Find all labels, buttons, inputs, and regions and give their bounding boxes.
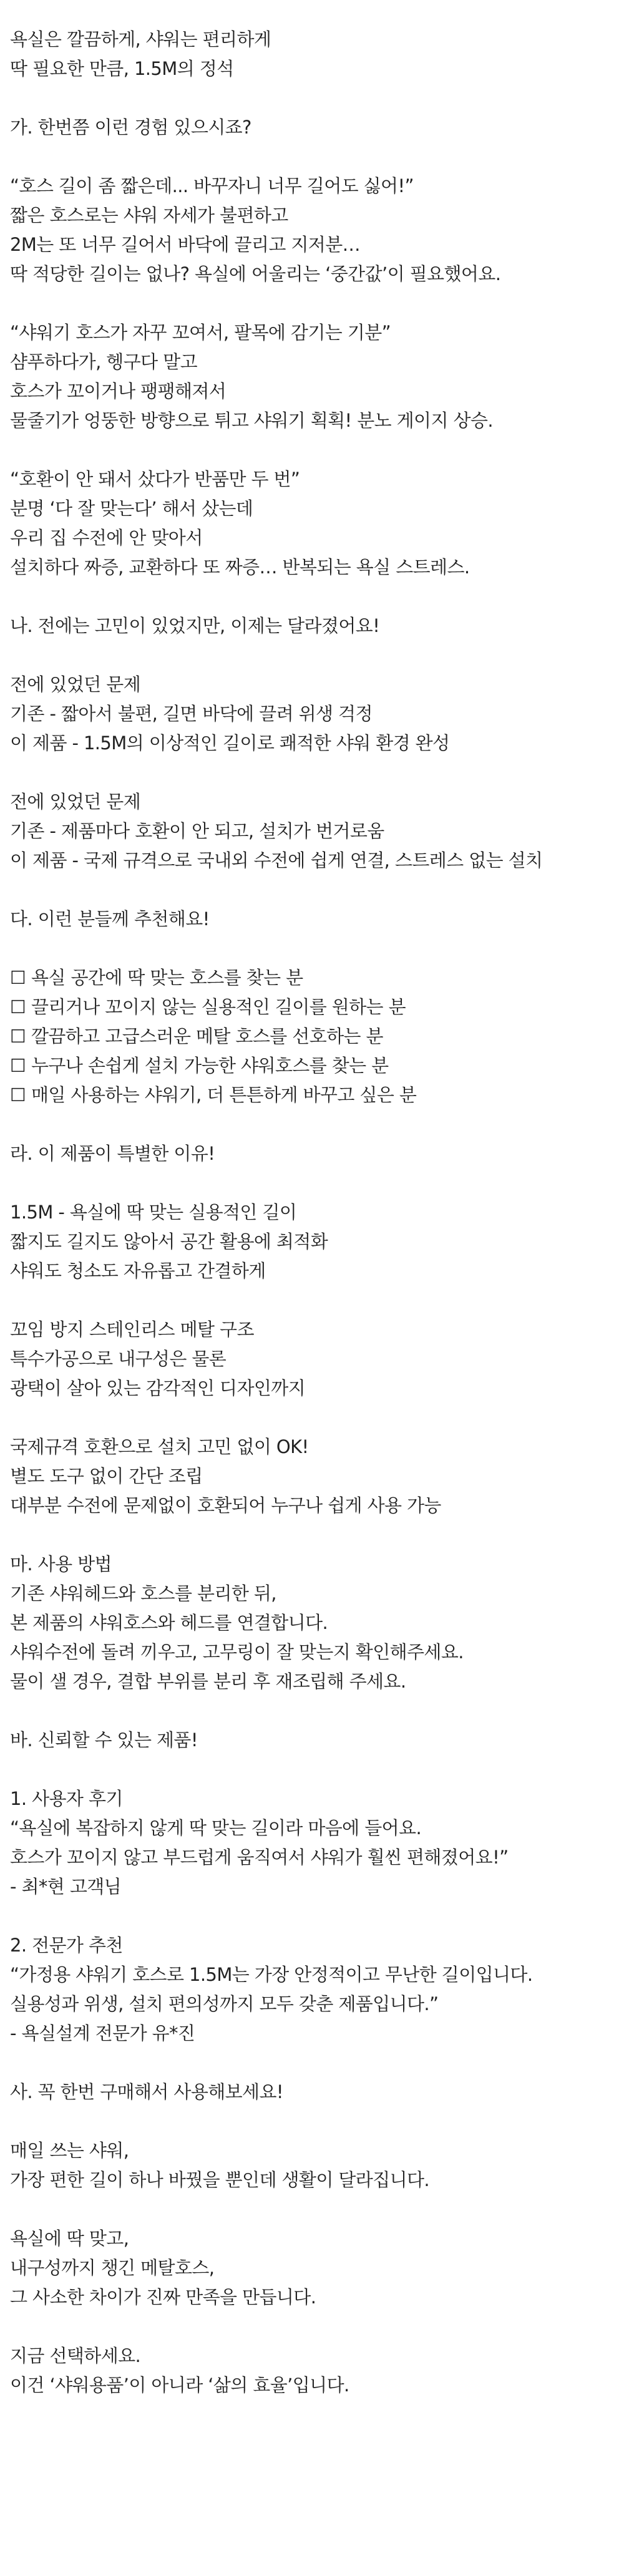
text-line: 전에 있었던 문제 <box>10 674 141 695</box>
text-line: - 욕실설계 전문가 유*진 <box>10 2023 195 2044</box>
paragraph-spacer <box>10 1696 624 1726</box>
text-line: 가장 편한 길이 하나 바꿨을 뿐인데 생활이 달라집니다. <box>10 2169 430 2190</box>
text-line: 분명 ‘다 잘 맞는다’ 해서 샀는데 <box>10 498 253 519</box>
text-line: 샤워수전에 돌려 끼우고, 고무링이 잘 맞는지 확인해주세요. <box>10 1641 464 1663</box>
text-line: 마. 사용 방법 <box>10 1553 112 1575</box>
text-line: 별도 도구 없이 간단 조립 <box>10 1465 203 1487</box>
text-line: ☐ 매일 사용하는 샤워기, 더 튼튼하게 바꾸고 싶은 분 <box>10 1084 417 1106</box>
paragraph <box>10 172 624 289</box>
paragraph-spacer <box>10 875 624 905</box>
text-line: 호스가 꼬이거나 팽팽해져서 <box>10 381 227 402</box>
text-line: 샴푸하다가, 헹구다 말고 <box>10 351 197 372</box>
paragraph <box>10 670 624 758</box>
paragraph-spacer <box>10 2107 624 2136</box>
text-line: 본 제품의 샤워호스와 헤드를 연결합니다. <box>10 1612 328 1633</box>
text-line: 사. 꼭 한번 구매해서 사용해보세요! <box>10 2081 283 2102</box>
paragraph <box>10 465 624 582</box>
text-line: 대부분 수전에 문제없이 호환되어 누구나 쉽게 사용 가능 <box>10 1495 441 1516</box>
paragraph-spacer <box>10 758 624 787</box>
paragraph <box>10 1139 624 1169</box>
text-line: 1.5M - 욕실에 딱 맞는 실용적인 길이 <box>10 1202 297 1223</box>
paragraph-spacer <box>10 2312 624 2341</box>
paragraph <box>10 1198 624 1286</box>
text-line: 나. 전에는 고민이 있었지만, 이제는 달라졌어요! <box>10 615 380 636</box>
paragraph <box>10 611 624 641</box>
text-line: 꼬임 방지 스테인리스 메탈 구조 <box>10 1319 254 1340</box>
text-line: 이 제품 - 국제 규격으로 국내외 수전에 쉽게 연결, 스트레스 없는 설치 <box>10 850 543 871</box>
text-line: 국제규격 호환으로 설치 고민 없이 OK! <box>10 1436 309 1457</box>
text-line: 샤워도 청소도 자유롭고 간결하게 <box>10 1260 266 1281</box>
text-line: 우리 집 수전에 안 맞아서 <box>10 527 203 548</box>
text-line: 지금 선택하세요. <box>10 2345 141 2366</box>
text-line: 이건 ‘샤워용품’이 아니라 ‘삶의 효율’입니다. <box>10 2374 349 2396</box>
text-line: 딱 적당한 길이는 없나? 욕실에 어울리는 ‘중간값’이 필요했어요. <box>10 263 501 284</box>
text-line: “샤워기 호스가 자꾸 꼬여서, 팔목에 감기는 기분” <box>10 322 391 343</box>
text-line: 2. 전문가 추천 <box>10 1935 123 1956</box>
text-line: 기존 - 짧아서 불편, 길면 바닥에 끌려 위생 걱정 <box>10 703 373 724</box>
paragraph <box>10 1432 624 1520</box>
text-line: 실용성과 위생, 설치 편의성까지 모두 갖춘 제품입니다.” <box>10 1993 439 2015</box>
text-line: ☐ 끌리거나 꼬이지 않는 실용적인 길이를 원하는 분 <box>10 996 406 1018</box>
paragraph <box>10 1315 624 1403</box>
paragraph-spacer <box>10 934 624 963</box>
text-line: 매일 쓰는 샤워, <box>10 2140 129 2161</box>
paragraph-spacer <box>10 1286 624 1315</box>
paragraph <box>10 113 624 142</box>
text-line: 2M는 또 너무 길어서 바닥에 끌리고 지저분… <box>10 234 361 255</box>
paragraph-spacer <box>10 1403 624 1432</box>
text-line: 딱 필요한 만큼, 1.5M의 정석 <box>10 58 234 79</box>
text-line: 호스가 꼬이지 않고 부드럽게 움직여서 샤워가 훨씬 편해졌어요!” <box>10 1847 509 1868</box>
paragraph <box>10 25 624 84</box>
paragraph <box>10 2078 624 2107</box>
text-line: “욕실에 복잡하지 않게 딱 맞는 길이라 마음에 들어요. <box>10 1817 422 1839</box>
paragraph <box>10 1726 624 1755</box>
paragraph-spacer <box>10 1169 624 1198</box>
text-line: 욕실에 딱 맞고, <box>10 2228 129 2249</box>
text-line: 내구성까지 챙긴 메탈호스, <box>10 2257 215 2278</box>
text-line: 1. 사용자 후기 <box>10 1788 123 1809</box>
text-line: 가. 한번쯤 이런 경험 있으시죠? <box>10 117 251 138</box>
text-line: 물줄기가 엉뚱한 방향으로 튀고 샤워기 획획! 분노 게이지 상승. <box>10 410 493 431</box>
text-line: ☐ 욕실 공간에 딱 맞는 호스를 찾는 분 <box>10 967 303 988</box>
paragraph <box>10 787 624 875</box>
text-line: 물이 샐 경우, 결합 부위를 분리 후 재조립해 주세요. <box>10 1671 406 1692</box>
text-line: 짧은 호스로는 샤워 자세가 불편하고 <box>10 205 288 226</box>
text-line: 광택이 살아 있는 감각적인 디자인까지 <box>10 1378 306 1399</box>
paragraph <box>10 1784 624 1902</box>
text-line: 라. 이 제품이 특별한 이유! <box>10 1143 215 1164</box>
text-line: ☐ 깔끔하고 고급스러운 메탈 호스를 선호하는 분 <box>10 1026 383 1047</box>
paragraph-spacer <box>10 582 624 611</box>
text-line: 특수가공으로 내구성은 물론 <box>10 1348 227 1369</box>
text-line: 욕실은 깔끔하게, 샤워는 편리하게 <box>10 29 271 50</box>
text-line: 그 사소한 차이가 진짜 만족을 만듭니다. <box>10 2287 316 2308</box>
text-line: 짧지도 길지도 않아서 공간 활용에 최적화 <box>10 1231 328 1252</box>
text-line: ☐ 누구나 손쉽게 설치 가능한 샤워호스를 찾는 분 <box>10 1055 389 1076</box>
paragraph-spacer <box>10 289 624 318</box>
text-line: “호스 길이 좀 짧은데... 바꾸자니 너무 길어도 싫어!” <box>10 175 414 197</box>
paragraph <box>10 2136 624 2195</box>
paragraph-spacer <box>10 1110 624 1139</box>
text-line: 전에 있었던 문제 <box>10 791 141 812</box>
text-line: - 최*현 고객님 <box>10 1876 122 1897</box>
text-line: 다. 이런 분들께 추천해요! <box>10 908 210 930</box>
text-line: 설치하다 짜증, 교환하다 또 짜증… 반복되는 욕실 스트레스. <box>10 557 470 578</box>
paragraph-spacer <box>10 435 624 465</box>
paragraph <box>10 2224 624 2312</box>
paragraph <box>10 2341 624 2400</box>
paragraph <box>10 1550 624 1696</box>
text-line: “호환이 안 돼서 샀다가 반품만 두 번” <box>10 469 300 490</box>
text-line: 기존 - 제품마다 호환이 안 되고, 설치가 번거로움 <box>10 820 384 842</box>
paragraph-spacer <box>10 142 624 172</box>
paragraph-spacer <box>10 1755 624 1784</box>
text-line: “가정용 샤워기 호스로 1.5M는 가장 안정적이고 무난한 길이입니다. <box>10 1964 533 1985</box>
text-line: 이 제품 - 1.5M의 이상적인 길이로 쾌적한 샤워 환경 완성 <box>10 732 450 754</box>
text-line: 바. 신뢰할 수 있는 제품! <box>10 1729 198 1751</box>
paragraph-spacer <box>10 2048 624 2078</box>
paragraph <box>10 318 624 435</box>
paragraph-spacer <box>10 1520 624 1550</box>
paragraph-spacer <box>10 84 624 113</box>
paragraph-spacer <box>10 2195 624 2224</box>
paragraph <box>10 963 624 1110</box>
text-line: 기존 샤워헤드와 호스를 분리한 뒤, <box>10 1583 276 1604</box>
paragraph <box>10 1931 624 2048</box>
paragraph <box>10 905 624 934</box>
paragraph-spacer <box>10 1902 624 1931</box>
paragraph-spacer <box>10 641 624 670</box>
